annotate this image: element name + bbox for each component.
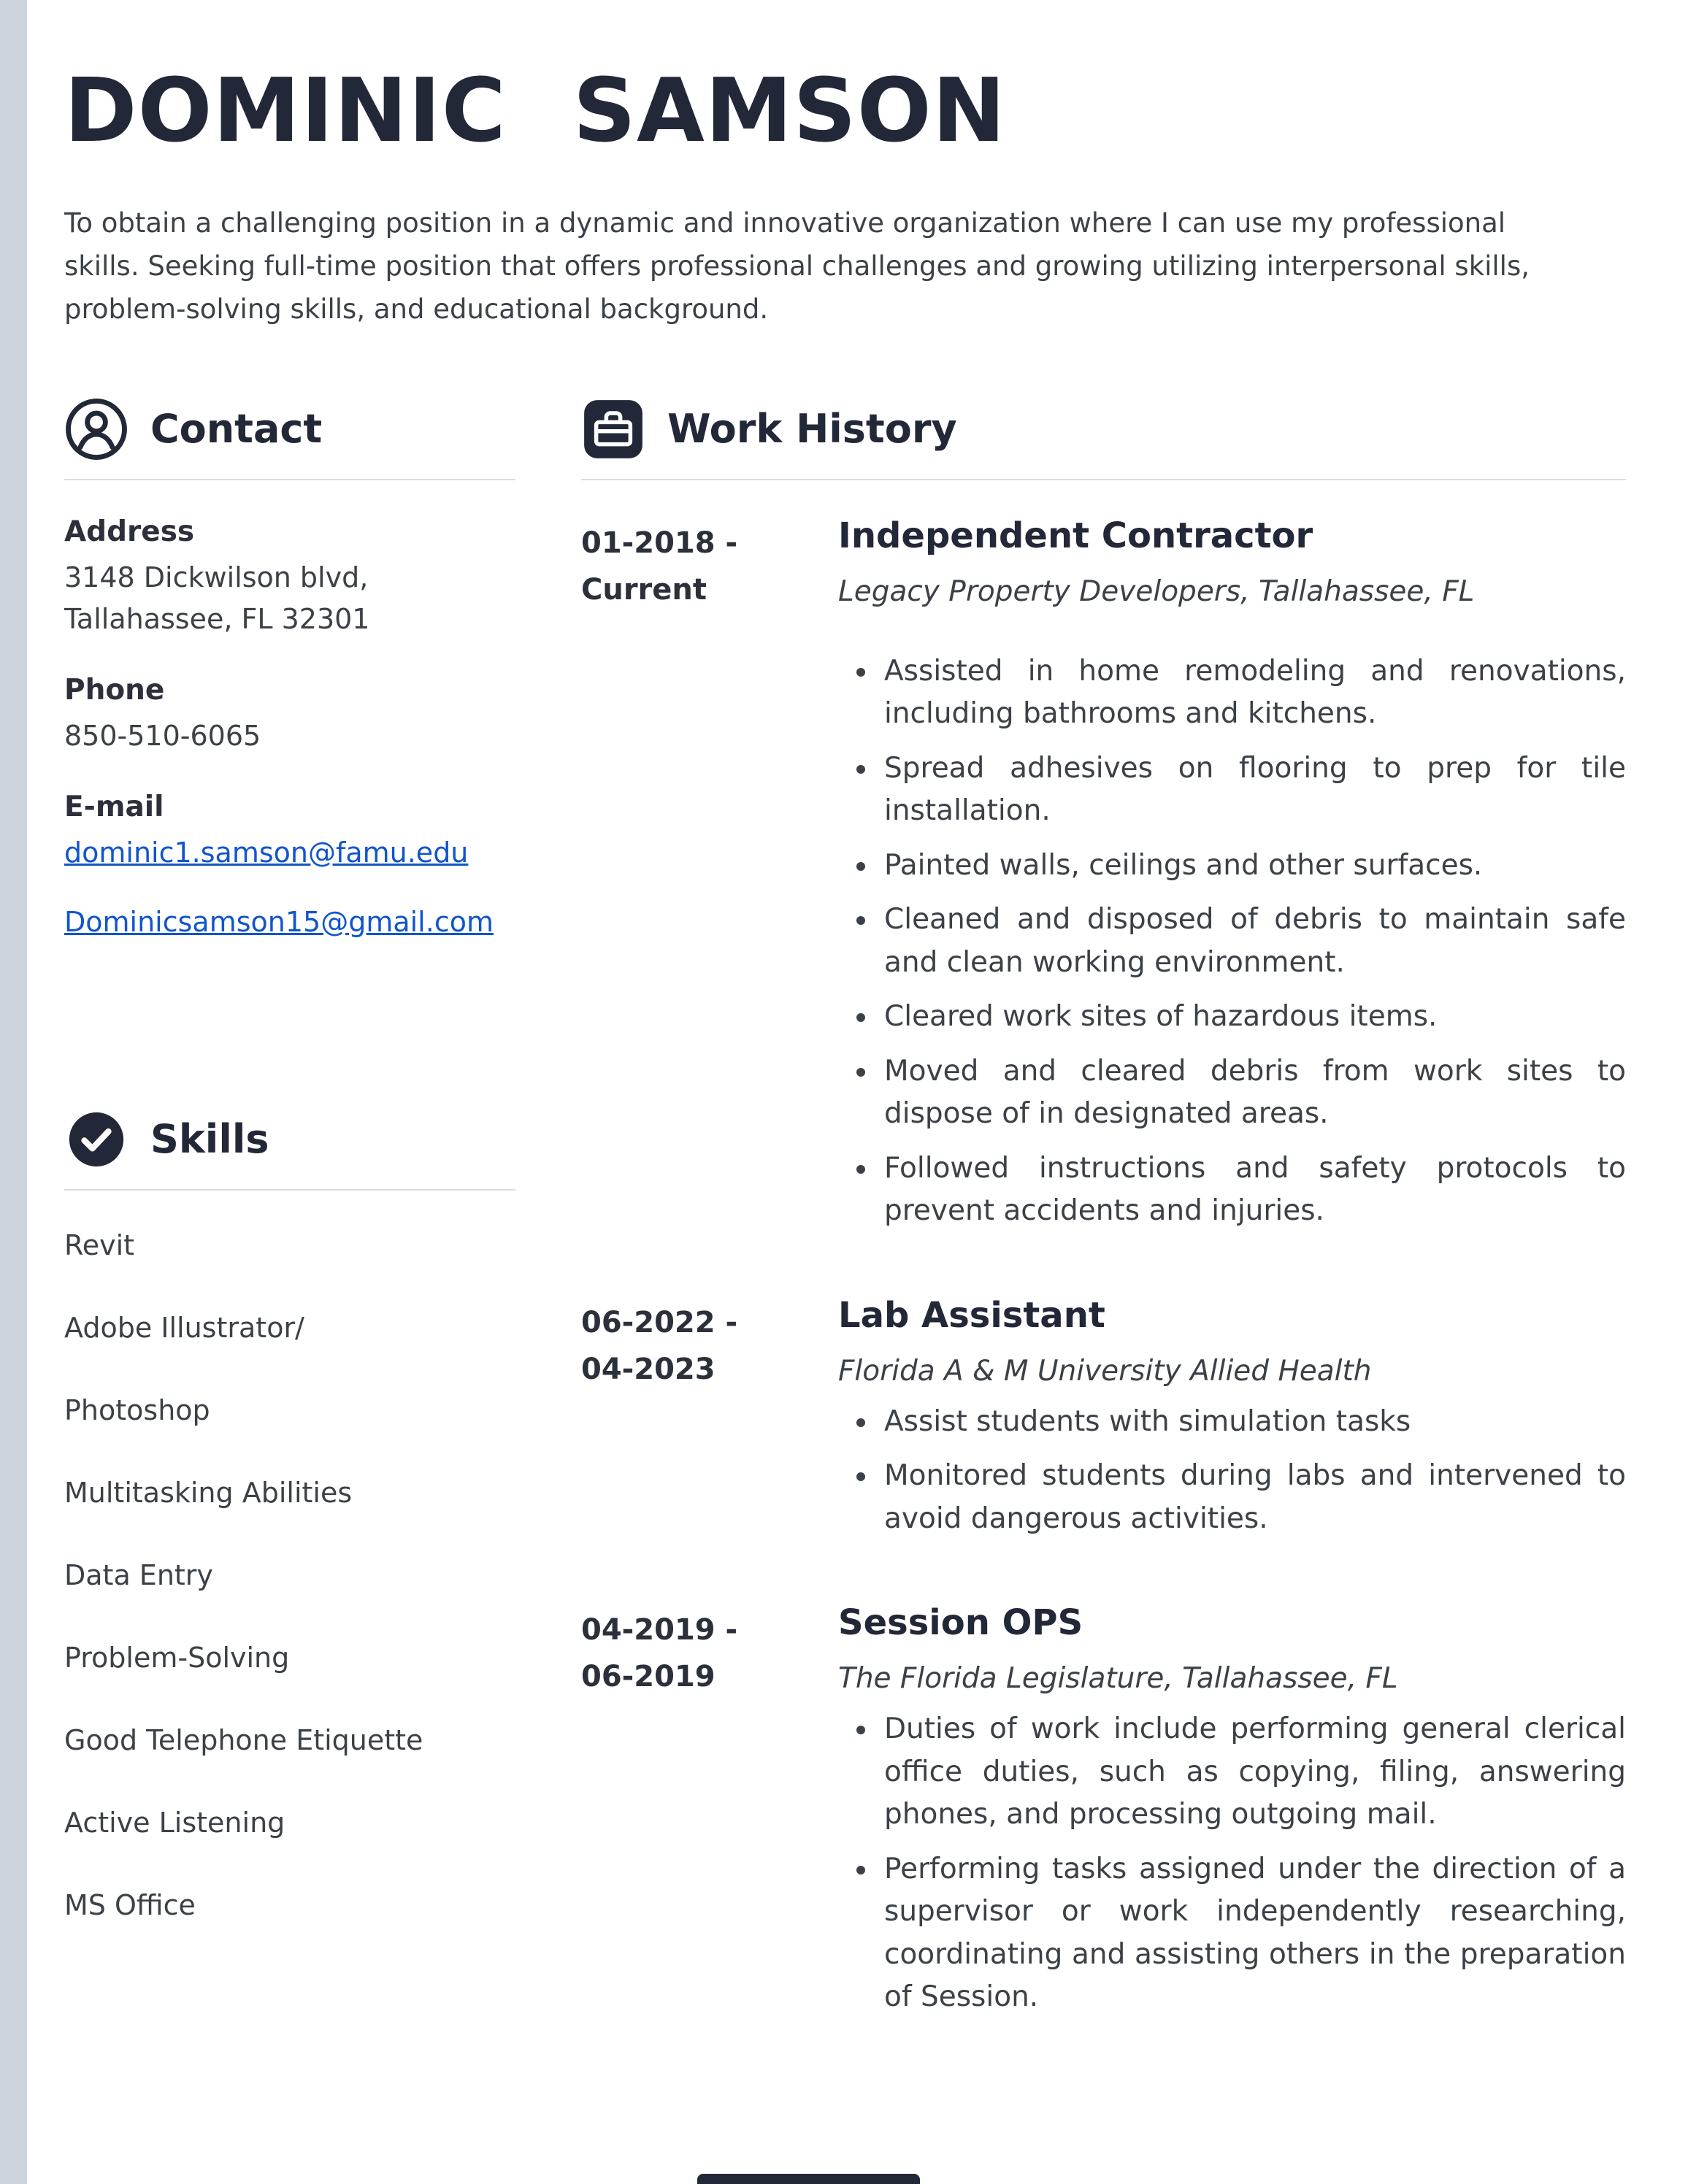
job-date-start: 04-2019 - <box>581 1613 738 1647</box>
skill-item: Adobe Illustrator/ <box>64 1311 304 1344</box>
email-label: E-mail <box>64 790 164 823</box>
skill-item: MS Office <box>64 1889 196 1922</box>
job-bullet: • Followed instructions and safety protocols to prevent accidents and injuries. <box>878 1147 1626 1233</box>
job-bullet: • Assist students with simulation tasks <box>878 1401 1626 1444</box>
job-date-end: 04-2023 <box>581 1352 716 1386</box>
left-accent-strip <box>0 0 27 2184</box>
contact-divider <box>64 479 515 480</box>
skill-item: Revit <box>64 1228 135 1261</box>
objective-text: To obtain a challenging position in a dynamic and innovative organization where I can use my professional skills. Seeking full-time position that offers professional challenges and growing utilizing interpersonal skills, problem-solving skills, and educational background. <box>64 207 1530 326</box>
job-bullet: • Duties of work include performing general clerical office duties, such as copying, filing, answering phones, and processing outgoing mail. <box>878 1708 1626 1837</box>
skill-item: Data Entry <box>64 1558 213 1591</box>
job-date-start: 01-2018 - <box>581 526 738 560</box>
job-company: The Florida Legislature, Tallahassee, FL <box>838 1662 1398 1696</box>
phone-label: Phone <box>64 673 165 707</box>
skill-item: Problem-Solving <box>64 1642 290 1674</box>
job-bullet: • Moved and cleared debris from work sites to dispose of in designated areas. <box>878 1050 1626 1136</box>
job-company: Legacy Property Developers, Tallahassee, FL <box>838 574 1475 608</box>
skill-item: Photoshop <box>64 1393 210 1426</box>
address-group <box>64 515 515 640</box>
job-bullet: • Spread adhesives on flooring to prep for tile installation. <box>878 747 1626 833</box>
job-dates <box>581 1602 838 2019</box>
contact-section-header <box>64 397 515 461</box>
job-date-end: 06-2019 <box>581 1660 716 1694</box>
address-line-2: Tallahassee, FL 32301 <box>64 602 370 635</box>
job-bullet: • Cleaned and disposed of debris to maintain safe and clean working environment. <box>878 899 1626 984</box>
job-date-start: 06-2022 - <box>581 1305 738 1339</box>
email-group <box>64 791 515 943</box>
work-history-header <box>581 397 1626 461</box>
address-line-1: 3148 Dickwilson blvd, <box>64 561 369 593</box>
job-company: Florida A & M University Allied Health <box>838 1354 1372 1388</box>
candidate-name: DOMINIC SAMSON <box>64 61 1007 162</box>
next-page-cutoff-bar <box>697 2174 920 2184</box>
job-bullet-list <box>838 1401 1626 1541</box>
job-bullet: • Performing tasks assigned under the direction of a supervisor or work independently researching, coordinating and assisting others in the preparation of Session. <box>878 1848 1626 2019</box>
skills-badge-icon <box>64 1107 128 1172</box>
email-link-famu[interactable]: dominic1.samson@famu.edu <box>64 836 469 869</box>
job-entry-session-ops <box>581 1602 1626 2019</box>
work-history-title: Work History <box>667 406 957 453</box>
skills-section-header <box>64 1107 515 1172</box>
work-history-section <box>581 397 1626 2019</box>
job-body <box>838 1602 1626 2019</box>
address-label: Address <box>64 515 195 548</box>
skills-title: Skills <box>150 1116 269 1163</box>
skills-section <box>64 1107 515 1926</box>
job-date-end: Current <box>581 572 707 607</box>
skill-item: Multitasking Abilities <box>64 1476 353 1509</box>
contact-section <box>64 397 515 943</box>
job-bullet-list <box>838 1708 1626 2019</box>
job-dates <box>581 515 838 1233</box>
email-link-gmail[interactable]: Dominicsamson15@gmail.com <box>64 905 494 938</box>
job-title: Session OPS <box>838 1602 1083 1644</box>
briefcase-icon <box>581 397 645 461</box>
person-icon <box>64 397 128 461</box>
job-bullet: • Monitored students during labs and intervened to avoid dangerous activities. <box>878 1455 1626 1540</box>
skill-item: Active Listening <box>64 1807 285 1839</box>
content-columns <box>64 397 1626 2019</box>
job-title: Independent Contractor <box>838 515 1313 556</box>
job-body <box>838 1295 1626 1541</box>
phone-group <box>64 674 515 757</box>
contact-title: Contact <box>150 406 323 453</box>
skill-item: Good Telephone Etiquette <box>64 1724 423 1757</box>
skills-list <box>64 1226 515 1926</box>
job-bullet: • Assisted in home remodeling and renovations, including bathrooms and kitchens. <box>878 650 1626 736</box>
job-bullet: • Cleared work sites of hazardous items. <box>878 996 1626 1039</box>
left-column <box>64 397 515 1926</box>
job-title: Lab Assistant <box>838 1294 1105 1336</box>
phone-value: 850-510-6065 <box>64 719 261 752</box>
skills-divider <box>64 1189 515 1191</box>
job-bullet-list <box>838 650 1626 1233</box>
job-body <box>838 515 1626 1233</box>
job-dates <box>581 1295 838 1541</box>
work-history-divider <box>581 479 1626 480</box>
job-entry-lab-assistant <box>581 1295 1626 1541</box>
job-bullet: • Painted walls, ceilings and other surfaces. <box>878 845 1626 888</box>
job-entry-independent-contractor <box>581 515 1626 1233</box>
